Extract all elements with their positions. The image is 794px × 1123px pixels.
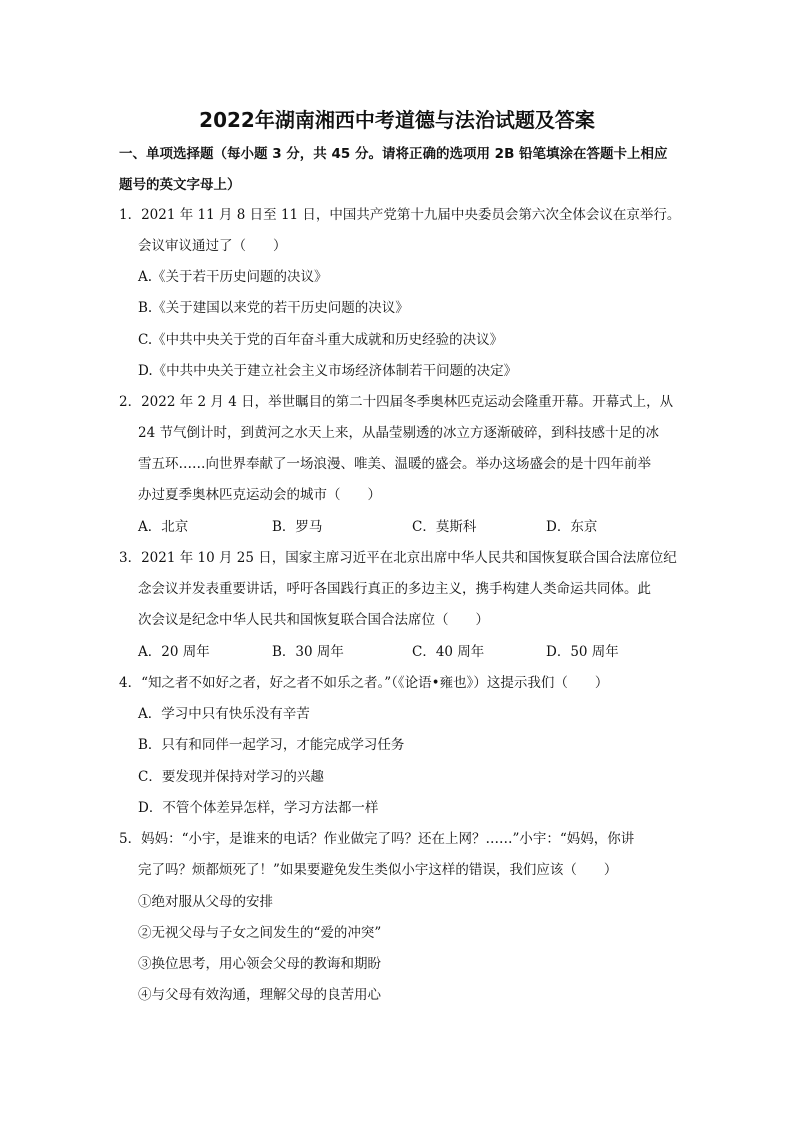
question-1-option-d: D.《中共中央关于建立社会主义市场经济体制若干问题的决定》 <box>138 363 518 379</box>
question-3-stem-line-3: 次会议是纪念中华人民共和国恢复联合国合法席位（ ） <box>138 612 489 628</box>
question-5-item-3: ③换位思考，用心领会父母的教诲和期盼 <box>138 956 381 972</box>
question-2-option-c: C．莫斯科 <box>412 519 477 535</box>
question-2-stem-line-2: 24 节气倒计时，到黄河之水天上来，从晶莹剔透的冰立方逐渐破碎，到科技感十足的冰 <box>138 425 659 441</box>
question-3-option-c: C．40 周年 <box>412 644 485 660</box>
question-4-option-c: C．要发现并保持对学习的兴趣 <box>138 769 324 785</box>
question-1-stem-line-2: 会议审议通过了（ ） <box>138 238 287 254</box>
question-1-option-b: B.《关于建国以来党的若干历史问题的决议》 <box>138 300 409 316</box>
question-1-option-c: C.《中共中央关于党的百年奋斗重大成就和历史经验的决议》 <box>138 332 504 348</box>
question-4-stem-line-1: 4．“知之者不如好之者，好之者不如乐之者。”（《论语•雍也》）这提示我们（ ） <box>119 675 609 691</box>
question-2-option-b: B．罗马 <box>272 519 323 535</box>
question-3-stem-line-2: 念会议并发表重要讲话，呼吁各国践行真正的多边主义，携手构建人类命运共同体。此 <box>138 581 651 597</box>
section-heading-line-1: 一、单项选择题（每小题 3 分，共 45 分。请将正确的选项用 2B 铅笔填涂在答题卡上相应 <box>119 146 668 162</box>
question-2-option-a: A．北京 <box>138 519 189 535</box>
question-1-stem-line-1: 1．2021 年 11 月 8 日至 11 日，中国共产党第十九届中央委员会第六次全体会议在京举行。 <box>119 207 681 223</box>
question-5-stem-line-1: 5．妈妈：“小宇，是谁来的电话？作业做完了吗？还在上网？……”小宇：“妈妈，你讲 <box>119 831 635 847</box>
question-5-item-1: ①绝对服从父母的安排 <box>138 894 273 910</box>
question-3-options <box>138 642 678 662</box>
question-2-option-d: D．东京 <box>546 519 598 535</box>
section-heading-line-2: 题号的英文字母上） <box>119 177 241 193</box>
question-3-option-d: D．50 周年 <box>546 644 619 660</box>
question-3-option-b: B．30 周年 <box>272 644 344 660</box>
question-2-stem-line-1: 2．2022 年 2 月 4 日，举世瞩目的第二十四届冬季奥林匹克运动会隆重开幕。开幕式上，从 <box>119 394 674 410</box>
question-2-stem-line-3: 雪五环……向世界奉献了一场浪漫、唯美、温暖的盛会。举办这场盛会的是十四年前举 <box>138 456 651 472</box>
question-5-stem-line-2: 完了吗？烦都烦死了！”如果要避免发生类似小宇这样的错误，我们应该（ ） <box>138 862 618 878</box>
question-4-option-b: B．只有和同伴一起学习，才能完成学习任务 <box>138 737 405 753</box>
question-2-options <box>138 517 678 537</box>
question-3-option-a: A．20 周年 <box>138 644 210 660</box>
question-2-stem-line-4: 办过夏季奥林匹克运动会的城市（ ） <box>138 487 381 503</box>
question-5-item-4: ④与父母有效沟通，理解父母的良苦用心 <box>138 987 381 1003</box>
question-1-option-a: A.《关于若干历史问题的决议》 <box>138 269 328 285</box>
question-4-option-a: A．学习中只有快乐没有辛苦 <box>138 706 310 722</box>
question-5-item-2: ②无视父母与子女之间发生的“爱的冲突” <box>138 925 382 941</box>
page-title: 2022年湖南湘西中考道德与法治试题及答案 <box>199 108 595 132</box>
question-3-stem-line-1: 3．2021 年 10 月 25 日，国家主席习近平在北京出席中华人民共和国恢复联合国合法席位纪 <box>119 550 677 566</box>
question-4-option-d: D．不管个体差异怎样，学习方法都一样 <box>138 800 379 816</box>
